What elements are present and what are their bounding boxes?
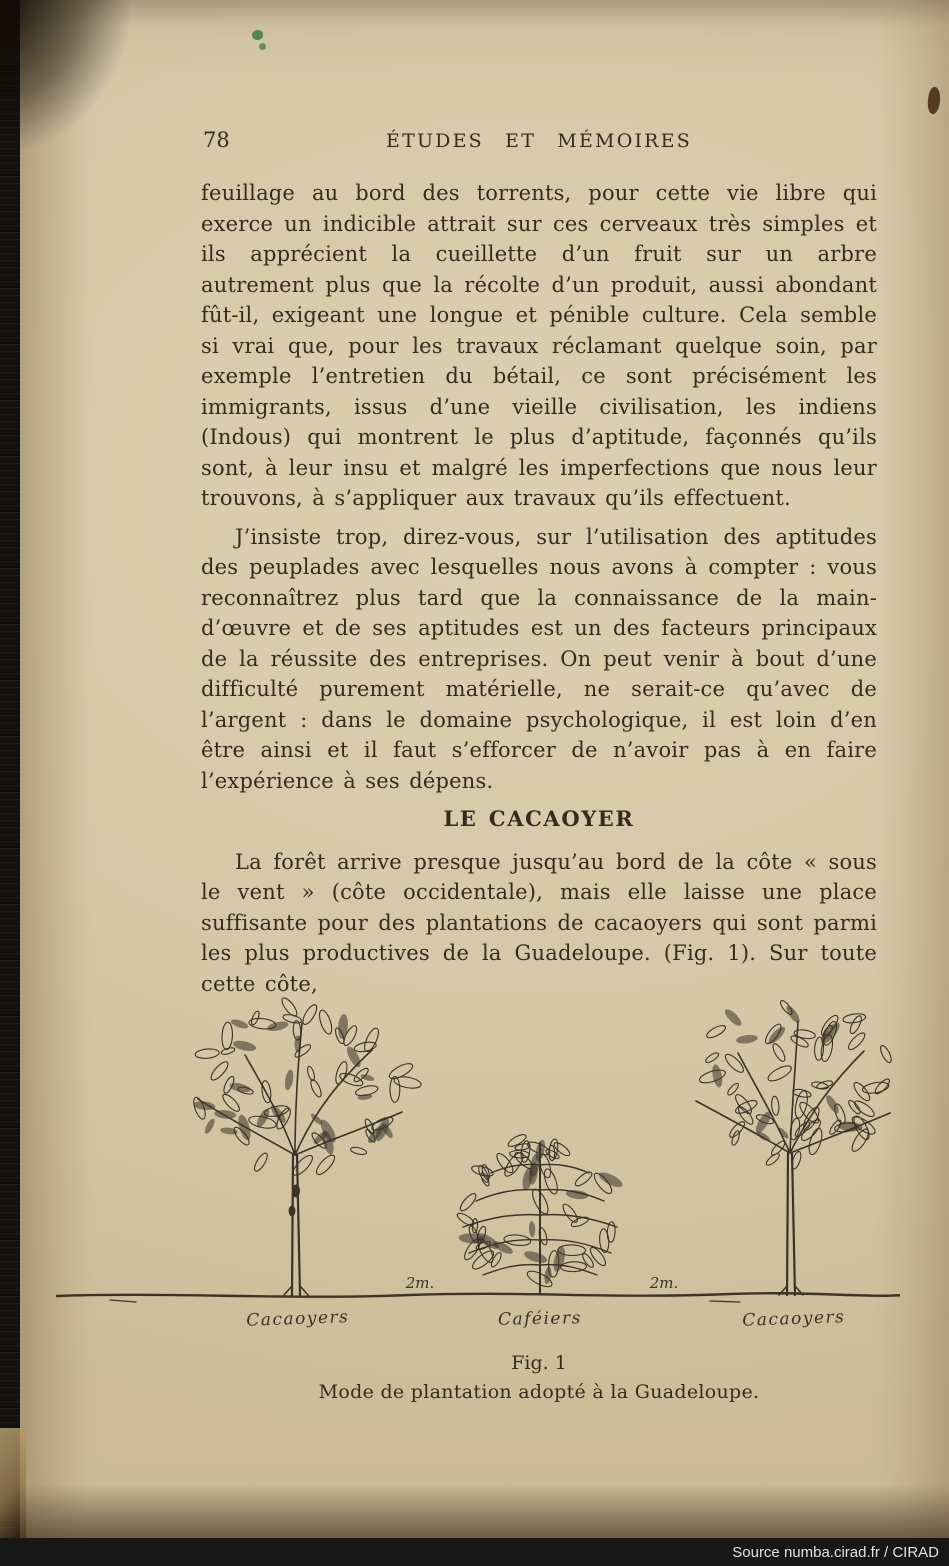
- leaf: [771, 1042, 787, 1063]
- cacao-pod: [292, 1185, 300, 1198]
- leaf: [283, 1069, 294, 1091]
- figure-label-right: Cacaoyers: [741, 1307, 846, 1331]
- leaf: [334, 1060, 350, 1085]
- leaf: [393, 1075, 422, 1090]
- figure-caption-text: Mode de plantation adopté à la Guadeloupe.: [318, 1381, 760, 1403]
- leaf: [573, 1170, 594, 1188]
- source-watermark: Source numba.cirad.fr / CIRAD: [732, 1543, 939, 1561]
- leaf: [221, 1022, 233, 1050]
- leaf: [807, 1127, 825, 1156]
- running-title: ÉTUDES ET MÉMOIRES: [386, 130, 692, 152]
- leaf: [208, 1059, 230, 1082]
- foliage-crown: [698, 999, 893, 1170]
- leaf: [350, 1146, 367, 1156]
- leaf: [529, 1221, 536, 1238]
- source-watermark-bar: [0, 1538, 949, 1566]
- leaf: [266, 1020, 289, 1033]
- leaf: [711, 1064, 724, 1089]
- leaf: [195, 1048, 220, 1059]
- leaf: [317, 1009, 334, 1036]
- paragraph: La forêt arrive presque jusqu’au bord de la côte « sous le vent » (côte occidentale), mais elle laisse une place suffisante pour des plantations de cacaoyers qui sont parmi les plus productives de la Guadeloupe. (Fig. 1). Sur toute cette côte,: [201, 849, 877, 996]
- leaf: [730, 1130, 740, 1146]
- leaf: [232, 1039, 257, 1053]
- leaf: [765, 1152, 781, 1167]
- leaf: [314, 1152, 338, 1177]
- leaf: [221, 1046, 236, 1055]
- leaf: [755, 1130, 771, 1143]
- figure-caption-number: Fig. 1: [511, 1352, 567, 1374]
- leaf: [230, 1018, 249, 1031]
- leaf: [811, 1081, 829, 1090]
- figure-caption: [201, 1352, 877, 1403]
- book-binding-edge: [0, 0, 20, 1538]
- leaf: [551, 1246, 567, 1273]
- leaf: [736, 1034, 759, 1045]
- leaf: [561, 1202, 580, 1224]
- leaf: [203, 1117, 217, 1135]
- green-stamp-mark: [259, 43, 266, 50]
- green-stamp-mark: [252, 30, 263, 40]
- leaf: [784, 1004, 802, 1025]
- distance-label: 2m.: [405, 1274, 435, 1292]
- leaf: [842, 1012, 866, 1024]
- leaf: [458, 1191, 478, 1213]
- leaf: [705, 1023, 727, 1040]
- ground-line: [57, 1293, 900, 1302]
- leaf: [771, 1096, 780, 1116]
- leaf: [846, 1031, 867, 1052]
- leaf: [300, 1003, 319, 1027]
- leaf: [878, 1044, 893, 1064]
- leaf: [306, 1066, 316, 1082]
- leaf: [581, 1252, 595, 1269]
- page-edge-corner: [0, 1428, 26, 1538]
- cacao-pod: [289, 1206, 296, 1217]
- cacao-tree-left: [191, 996, 422, 1295]
- leaf: [704, 1051, 720, 1064]
- body-text: [201, 178, 877, 999]
- distance-label: 2m.: [649, 1274, 679, 1292]
- figure-label-left: Cacaoyers: [245, 1307, 350, 1331]
- leaf: [848, 1014, 863, 1035]
- page-number: 78: [203, 128, 230, 152]
- figure-label-center: Caféiers: [497, 1308, 583, 1330]
- leaf: [523, 1249, 549, 1265]
- corner-shadow: [0, 0, 130, 150]
- paragraph: J’insiste trop, direz-vous, sur l’utilisation des aptitudes des peuplades avec lesquelles nous avons à compter : vous reconnaîtrez plus tard que la connaissance de la main-d’œuvre et de ses aptitudes est un des facteurs principaux de la réussite des entreprises. On peut venir à bout d’une difficulté purement matérielle, ne serait-ce qu’avec de l’argent : dans le domaine psychologique, il est loin d’en être ainsi et il faut s’efforcer de n’avoir pas à en faire l’expérience à ses dépens.: [201, 524, 877, 793]
- coffee-tree-center: [456, 1132, 625, 1293]
- page-shadow-bottom: [20, 1484, 949, 1538]
- section-heading: LE CACAOYER: [443, 806, 635, 831]
- leaf: [390, 1077, 400, 1103]
- leaf: [561, 1261, 587, 1272]
- page-header: [201, 128, 877, 158]
- leaf: [766, 1063, 793, 1084]
- leaf: [337, 1014, 349, 1040]
- cacao-tree-right: [696, 999, 893, 1295]
- leaf: [833, 1103, 848, 1125]
- leaf: [789, 1117, 801, 1140]
- paragraph: feuillage au bord des torrents, pour cette vie libre qui exerce un indicible attrait sur ces cerveaux très simples et ils apprécient la cueillette d’un fruit sur un arbre autrement plus que la récolte d’un produit, aussi abondant fût-il, exigeant une longue et pénible culture. Cela semble si vrai que, pour les travaux réclamant quelque soin, par exemple l’entretien du bétail, ce sont précisément les immigrants, issus d’une vieille civilisation, les indiens (Indous) qui montrent le plus d’aptitude, façonnés qu’ils sont, à leur insu et malgré les imperfections que nous leur trouvons, à s’appliquer aux travaux qu’ils effectuent.: [201, 181, 877, 510]
- leaf: [792, 1088, 812, 1099]
- leaf: [722, 1007, 743, 1028]
- figure-illustration: [50, 995, 900, 1347]
- leaf: [456, 1211, 476, 1227]
- leaf: [851, 1080, 872, 1103]
- page-shadow-top: [20, 0, 949, 26]
- leaf: [252, 1151, 270, 1173]
- leaf: [723, 1052, 746, 1075]
- leaf: [789, 1034, 809, 1049]
- leaf: [309, 1078, 323, 1098]
